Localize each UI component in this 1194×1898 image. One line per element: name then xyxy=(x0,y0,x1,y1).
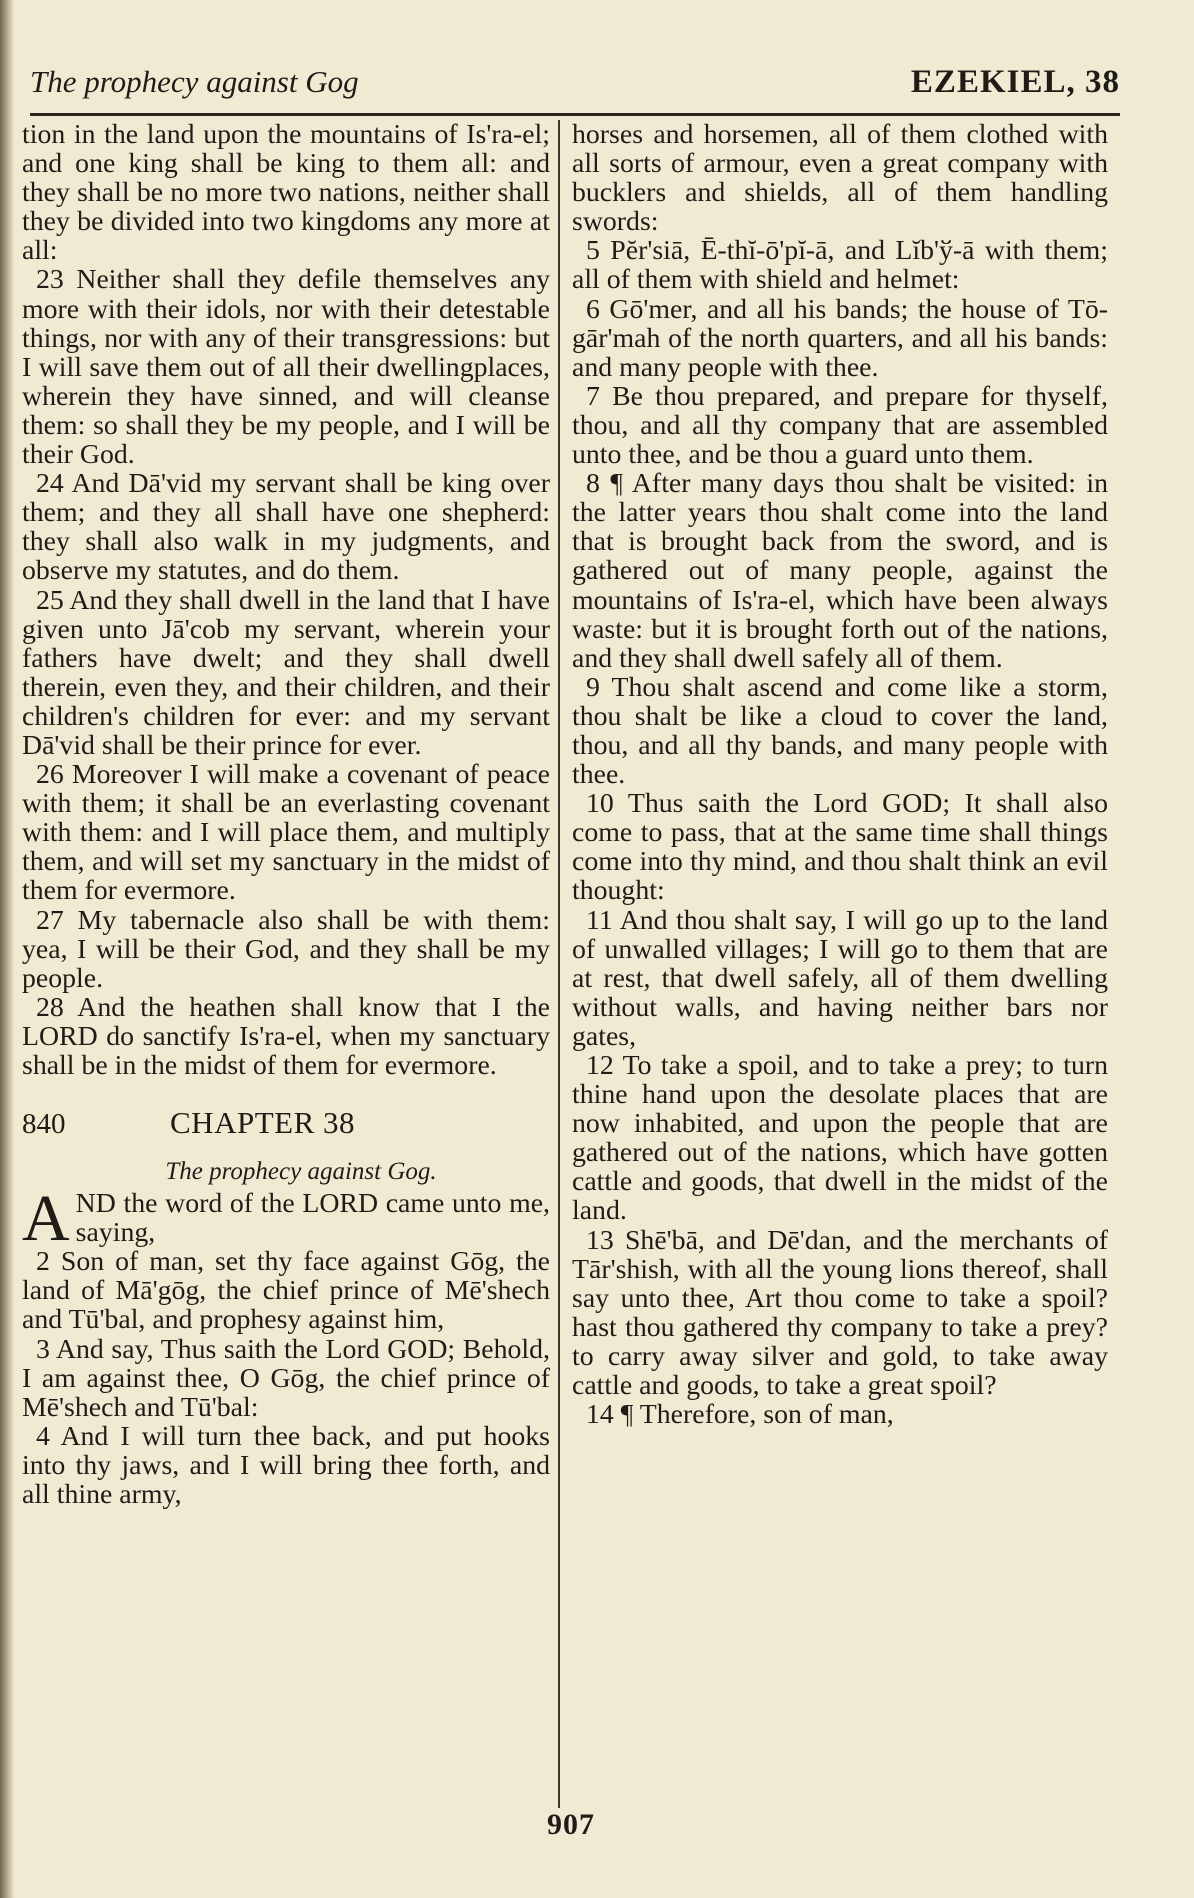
verse-paragraph: 11 And thou shalt say, I will go up to the land of unwalled villages; I will go to them that are at rest, that dwell safely, all of them dwelling without walls, and having neither bars nor gates, xyxy=(572,904,1108,1052)
verse-paragraph: 3 And say, Thus saith the Lord GOD; Behold, I am against thee, O Gōg, the chief prince of Mē'shech and Tū'bal: xyxy=(22,1333,550,1423)
page-number: 907 xyxy=(547,1808,595,1841)
verse-paragraph: tion in the land upon the mountains of Is'ra-el; and one king shall be king to them all: and they shall be no more two nations, neither shall they be divided into two kingdoms any more at all: xyxy=(22,119,550,267)
left-text-column xyxy=(22,120,550,1509)
verse-paragraph: 8 ¶ After many days thou shalt be visited: in the latter years thou shalt come into the land that is brought back from the sword, and is gathered out of many people, against the mountains of Is'ra-el, which have been always waste: but it is brought forth out of the nations, and they shall dwell safely all of them. xyxy=(572,468,1108,674)
chapter-title: CHAPTER 38 xyxy=(170,1105,355,1141)
verse-paragraph: 26 Moreover I will make a covenant of peace with them; it shall be an everlasting covenant with them: and I will place them, and multiply them, and will set my sanctuary in the midst of them for evermore. xyxy=(22,759,550,907)
chapter-opening-paragraph xyxy=(22,1182,550,1256)
verse-paragraph: 9 Thou shalt ascend and come like a storm, thou shalt be like a cloud to cover the land, thou, and all thy bands, and many people with thee. xyxy=(572,671,1108,791)
running-head xyxy=(30,58,1120,108)
verse-paragraph: 27 My tabernacle also shall be with them: yea, I will be their God, and they shall be my people. xyxy=(22,904,550,994)
verse-paragraph: 7 Be thou prepared, and prepare for thyself, thou, and all thy company that are assembled unto thee, and be thou a guard unto them. xyxy=(572,380,1108,471)
verse-paragraph: 5 Pĕr'siā, Ē-thĭ-ō'pĭ-ā, and Lĭb'ў-ā with them; all of them with shield and helmet: xyxy=(572,235,1108,296)
chapter-heading xyxy=(22,1105,550,1158)
verse-paragraph: 12 To take a spoil, and to take a prey; to turn thine hand upon the desolate places that are now inhabited, and upon the people that are gathered out of the nations, which have gotten cattle and goods, that dwell in the midst of the land. xyxy=(572,1050,1108,1227)
chapter-page-reference: 840 xyxy=(22,1108,66,1141)
verse-paragraph: 25 And they shall dwell in the land that I have given unto Jā'cob my servant, wherein your fathers have dwelt; and they shall dwell therein, even they, and their children, and their children's children for ever: and my servant Dā'vid shall be their prince for ever. xyxy=(22,584,550,761)
running-head-left-title: The prophecy against Gog xyxy=(30,64,359,99)
drop-cap-letter: A xyxy=(22,1182,70,1256)
chapter-summary: The prophecy against Gog. xyxy=(165,1158,437,1186)
verse-paragraph: 13 Shē'bā, and Dē'dan, and the merchants of Tār'shish, with all the young lions thereof, shall say unto thee, Art thou come to take a spoil? hast thou gathered thy company to take a prey? to carry away silver and gold, to take away cattle and goods, to take a great spoil? xyxy=(572,1224,1108,1402)
verse-paragraph: 14 ¶ Therefore, son of man, xyxy=(586,1399,894,1431)
page-binding-shadow xyxy=(0,0,14,1898)
running-head-right-title: EZEKIEL, 38 xyxy=(910,64,1120,100)
verse-paragraph: 28 And the heathen shall know that I the LORD do sanctify Is'ra-el, when my sanctuary shall be in the midst of them for evermore. xyxy=(22,991,550,1081)
right-text-column xyxy=(572,120,1108,1429)
verse-paragraph: horses and horsemen, all of them clothed with all sorts of armour, even a great company with bucklers and shields, all of them handling swords: xyxy=(572,119,1108,238)
header-rule xyxy=(30,113,1120,116)
verse-paragraph: 2 Son of man, set thy face against Gōg, the land of Mā'gōg, the chief prince of Mē'shech and Tū'bal, and prophesy against him, xyxy=(22,1246,550,1336)
verse-paragraph: 6 Gō'mer, and all his bands; the house of Tō-gār'mah of the north quarters, and all his bands: and many people with thee. xyxy=(572,293,1108,383)
verse-paragraph: 10 Thus saith the Lord GOD; It shall also come to pass, that at the same time shall things come into thy mind, and thou shalt think an evil thought: xyxy=(572,788,1108,907)
verse-paragraph: 4 And I will turn thee back, and put hooks into thy jaws, and I will bring thee forth, and all thine army, xyxy=(22,1420,550,1511)
verse-paragraph: 23 Neither shall they defile themselves any more with their idols, nor with their detestable things, nor with any of their transgressions: but I will save them out of all their dwellingplaces, wherein they have sinned, and will cleanse them: so shall they be my people, and I will be their God. xyxy=(22,264,550,471)
verse-paragraph: 24 And Dā'vid my servant shall be king over them; and they all shall have one shepherd: they shall also walk in my judgments, and observe my statutes, and do them. xyxy=(22,468,550,587)
column-divider xyxy=(558,120,560,1808)
opening-verse-text: ND the word of the LORD came unto me, saying, xyxy=(75,1188,550,1249)
